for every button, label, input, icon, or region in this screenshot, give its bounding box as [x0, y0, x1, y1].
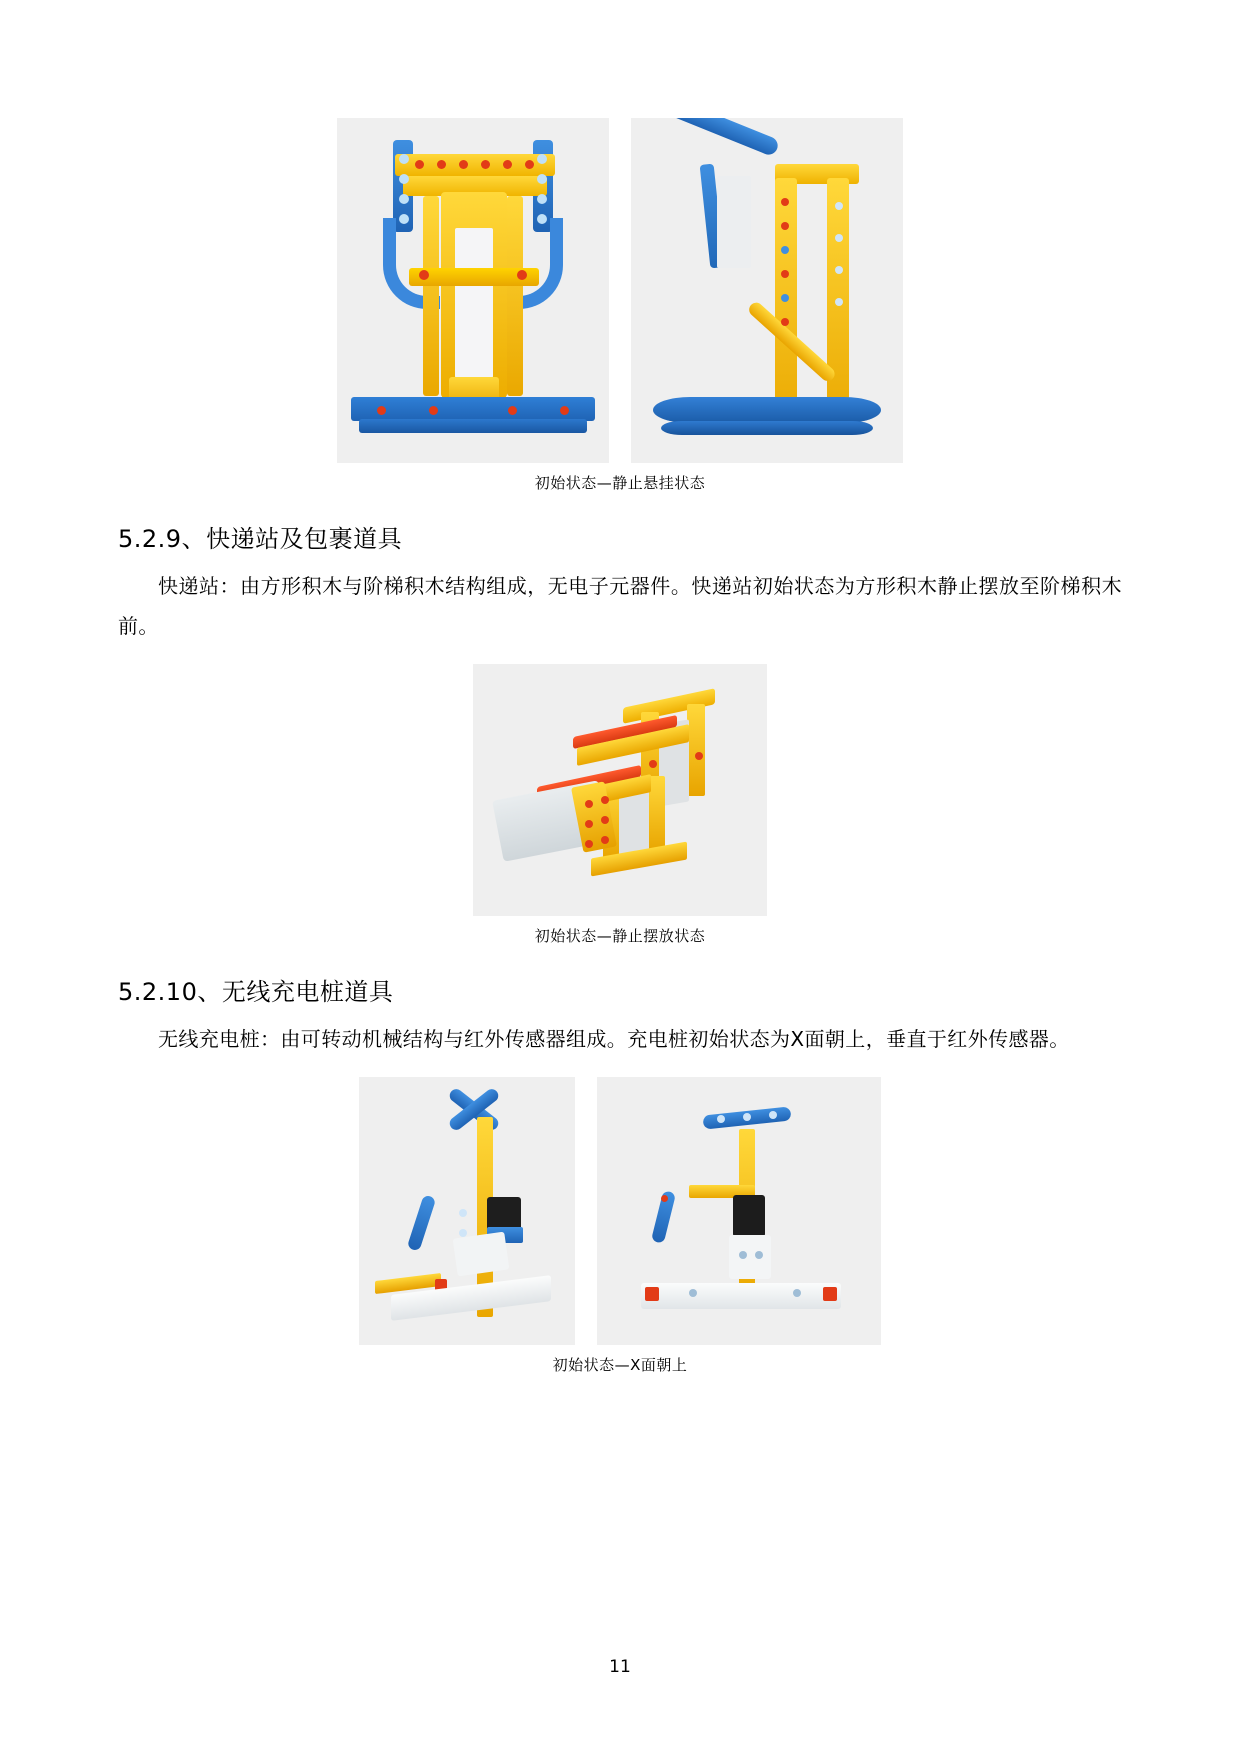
section-body-5-2-10: 无线充电桩：由可转动机械结构与红外传感器组成。充电桩初始状态为X面朝上，垂直于红外传感器。	[158, 1027, 1070, 1051]
page-number: 11	[609, 1657, 631, 1677]
photo-crane-front	[337, 118, 609, 463]
photo-crane-side	[631, 118, 903, 463]
section-body-5-2-9: 快递站：由方形积木与阶梯积木结构组成，无电子元器件。快递站初始状态为方形积木静止摆放至阶梯积木前。	[118, 574, 1122, 638]
photo-charging-pile-side	[597, 1077, 881, 1345]
photo-charging-pile-front	[359, 1077, 575, 1345]
figure-crane-photos	[118, 118, 1122, 463]
section-title-5-2-10: 5.2.10、无线充电桩道具	[118, 978, 394, 1006]
figure-caption-express-station: 初始状态—静止摆放状态	[534, 927, 706, 945]
section-title-5-2-9: 5.2.9、快递站及包裹道具	[118, 525, 403, 553]
figure-caption-charging-pile: 初始状态—X面朝上	[552, 1356, 688, 1374]
figure-caption-crane: 初始状态—静止悬挂状态	[534, 474, 706, 492]
figure-express-station	[118, 664, 1122, 916]
figure-charging-pile	[118, 1077, 1122, 1345]
photo-express-station	[473, 664, 767, 916]
